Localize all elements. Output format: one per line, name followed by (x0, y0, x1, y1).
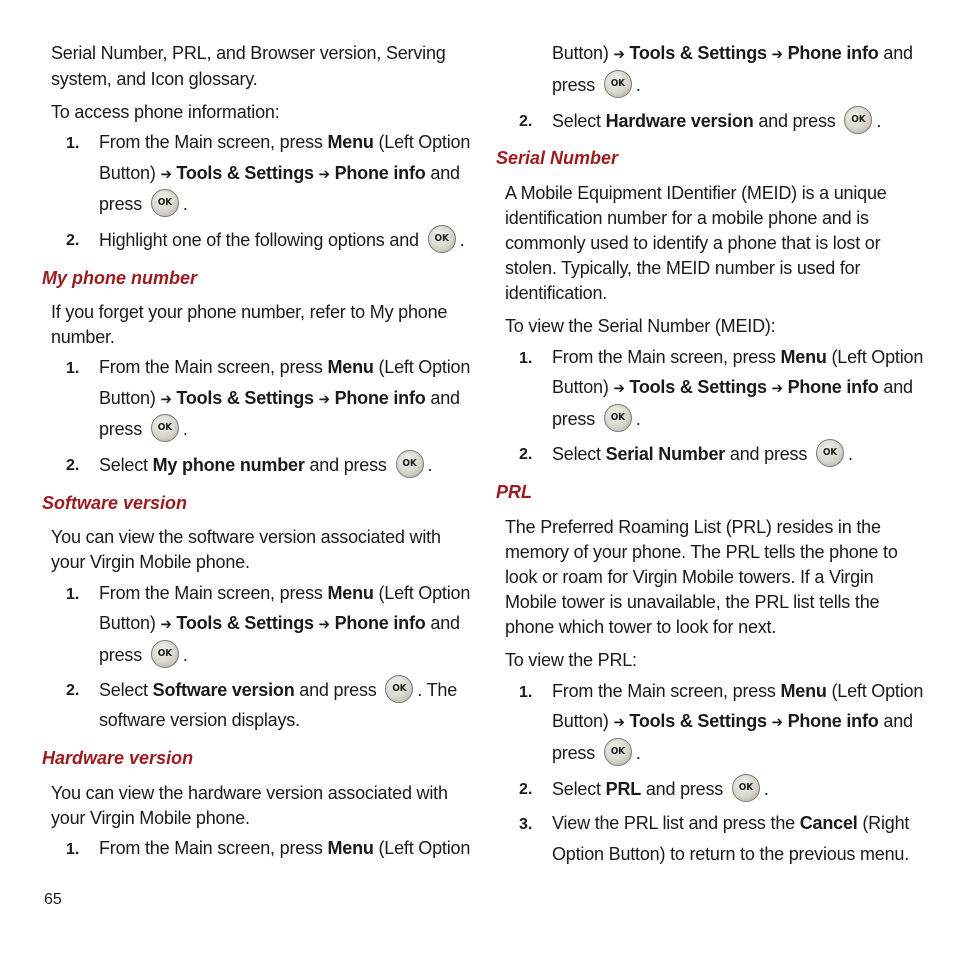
step-text: Button) ➔ Tools & Settings ➔ Phone info and (99, 388, 460, 408)
step-text: software version displays. (99, 710, 300, 730)
section-heading: Software version (42, 493, 188, 513)
ok-key-icon: OK (151, 640, 179, 668)
arrow-icon: ➔ (613, 379, 625, 397)
step-number: 3. (519, 816, 533, 833)
access-intro: To access phone information: (51, 102, 280, 122)
arrow-icon: ➔ (160, 615, 172, 633)
step-text: Select PRL and press OK . (552, 776, 769, 804)
arrow-icon: ➔ (318, 165, 330, 183)
step-text: Button) ➔ Tools & Settings ➔ Phone info and (552, 43, 913, 63)
step-text: From the Main screen, press Menu (Left Option (99, 357, 471, 377)
body-text: commonly used to identify a phone that is lost or (505, 233, 881, 253)
ok-key-icon: OK (385, 675, 413, 703)
body-text: identification number for a mobile phone and is (505, 208, 869, 228)
step-text: Button) ➔ Tools & Settings ➔ Phone info and (552, 377, 913, 397)
intro-line: system, and Icon glossary. (51, 69, 258, 89)
step-text: From the Main screen, press Menu (Left Option (99, 583, 471, 603)
body-text: The Preferred Roaming List (PRL) resides in the (505, 517, 881, 537)
body-text: number. (51, 327, 115, 347)
step-number: 2. (66, 682, 80, 699)
ok-key-icon: OK (151, 189, 179, 217)
ok-key-icon: OK (396, 450, 424, 478)
body-text: look or roam for Virgin Mobile towers. If a Virgin (505, 567, 874, 587)
body-text: identification. (505, 283, 608, 303)
arrow-icon: ➔ (771, 379, 783, 397)
step-text: press OK . (552, 406, 641, 434)
body-text: phone which tower to look for next. (505, 617, 777, 637)
ok-key-icon: OK (844, 106, 872, 134)
step-number: 1. (519, 684, 533, 701)
body-text: your Virgin Mobile phone. (51, 552, 250, 572)
step-text: From the Main screen, press Menu (Left Option (552, 347, 924, 367)
step-text: Select My phone number and press OK . (99, 452, 432, 480)
step-number: 2. (519, 446, 533, 463)
arrow-icon: ➔ (318, 390, 330, 408)
step-number: 1. (66, 841, 80, 858)
step-text: Select Serial Number and press OK . (552, 441, 853, 469)
step-text: Button) ➔ Tools & Settings ➔ Phone info and (99, 163, 460, 183)
body-text: memory of your phone. The PRL tells the phone to (505, 542, 898, 562)
arrow-icon: ➔ (160, 165, 172, 183)
body-text: your Virgin Mobile phone. (51, 808, 250, 828)
step-text: From the Main screen, press Menu (Left Option (99, 132, 471, 152)
ok-key-icon: OK (604, 70, 632, 98)
step-text: press OK . (99, 416, 188, 444)
ok-key-icon: OK (428, 225, 456, 253)
step-text: Highlight one of the following options and OK . (99, 227, 464, 255)
intro-line: Serial Number, PRL, and Browser version, Serving (51, 43, 446, 63)
step-text: Select Hardware version and press OK . (552, 108, 881, 136)
body-text: A Mobile Equipment IDentifier (MEID) is a unique (505, 183, 887, 203)
step-number: 2. (519, 781, 533, 798)
section-heading: Serial Number (496, 148, 619, 168)
step-number: 1. (66, 586, 80, 603)
step-text: From the Main screen, press Menu (Left Option (99, 838, 471, 858)
ok-key-icon: OK (604, 404, 632, 432)
step-text: Button) ➔ Tools & Settings ➔ Phone info and (99, 613, 460, 633)
step-text: View the PRL list and press the Cancel (Right (552, 813, 910, 833)
arrow-icon: ➔ (613, 45, 625, 63)
section-heading: My phone number (42, 268, 198, 288)
step-text: From the Main screen, press Menu (Left Option (552, 681, 924, 701)
step-text: Select Software version and press OK . The (99, 677, 457, 705)
ok-key-icon: OK (816, 439, 844, 467)
step-text: Button) ➔ Tools & Settings ➔ Phone info and (552, 711, 913, 731)
ok-key-icon: OK (732, 774, 760, 802)
body-text: stolen. Typically, the MEID number is used for (505, 258, 861, 278)
step-number: 1. (66, 360, 80, 377)
body-text: Mobile tower is unavailable, the PRL list tells the (505, 592, 880, 612)
step-text: press OK . (99, 642, 188, 670)
step-text: Option Button) to return to the previous menu. (552, 844, 910, 864)
body-text: You can view the hardware version associated with (51, 783, 448, 803)
section-heading: PRL (496, 482, 532, 502)
arrow-icon: ➔ (318, 615, 330, 633)
step-text: press OK . (552, 72, 641, 100)
section-heading: Hardware version (42, 748, 194, 768)
step-number: 2. (66, 457, 80, 474)
arrow-icon: ➔ (613, 713, 625, 731)
arrow-icon: ➔ (771, 45, 783, 63)
step-text: press OK . (552, 740, 641, 768)
arrow-icon: ➔ (160, 390, 172, 408)
page-number: 65 (44, 891, 62, 908)
step-number: 2. (66, 232, 80, 249)
step-text: press OK . (99, 191, 188, 219)
ok-key-icon: OK (151, 414, 179, 442)
body-text: You can view the software version associated with (51, 527, 441, 547)
body-text: To view the PRL: (505, 650, 637, 670)
step-number: 1. (519, 350, 533, 367)
ok-key-icon: OK (604, 738, 632, 766)
body-text: To view the Serial Number (MEID): (505, 316, 776, 336)
arrow-icon: ➔ (771, 713, 783, 731)
step-number: 1. (66, 135, 80, 152)
step-number: 2. (519, 113, 533, 130)
body-text: If you forget your phone number, refer to My phone (51, 302, 448, 322)
